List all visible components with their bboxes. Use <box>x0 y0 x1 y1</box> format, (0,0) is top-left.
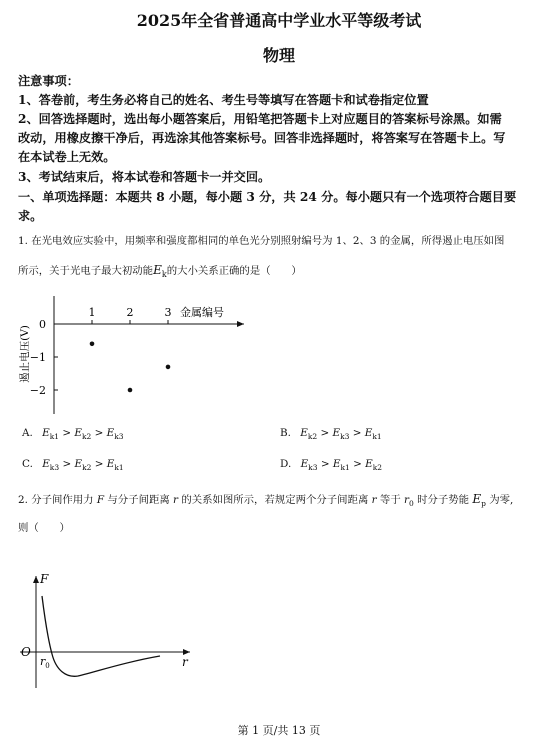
opt-c-sub1: k3 <box>49 463 60 473</box>
q2-force-curve <box>42 596 160 676</box>
notice-item-1: 1、答卷前，考生务必将自己的姓名、考生号等填写在答题卡和试卷指定位置 <box>18 93 429 107</box>
option-d-label: D. <box>280 458 292 470</box>
q1-data-point-metal-1 <box>90 342 95 347</box>
q1-stem-line-1: 1. 在光电效应实验中，用频率和强度都相同的单色光分别照射编号为 1、2、3 的金属，所得遏止电压如图 <box>18 235 505 247</box>
exam-title: 2025年全省普通高中学业水平等级考试 <box>136 11 422 30</box>
gt-sign: > <box>94 427 104 439</box>
q1-y-tick-label: −1 <box>29 351 46 364</box>
option-c-label: C. <box>22 458 33 470</box>
q1-option-a[interactable] <box>22 427 124 441</box>
q2-text-c: 的关系如图所示，若规定两个分子间距离 <box>178 494 372 506</box>
q2-var-ep: E <box>472 492 482 506</box>
opt-c-sub2: k2 <box>82 463 92 473</box>
q2-text-e: 时分子势能 <box>413 494 473 506</box>
opt-d-term3: E <box>365 458 373 470</box>
notice-item-2-line-2: 改动，用橡皮擦干净后，再选涂其他答案标号。回答非选择题时，将答案写在答题卡上。写 <box>18 131 506 145</box>
q2-var-r2: r <box>371 494 377 506</box>
opt-b-term3: E <box>364 427 373 439</box>
q1-ek-sub: k <box>161 270 167 280</box>
q1-y-tick-label: −2 <box>29 384 46 397</box>
opt-b-term1: E <box>300 427 308 439</box>
q2-r0-label <box>40 655 50 670</box>
q1-stem-line-2 <box>18 261 538 284</box>
q2-r0-var: r <box>40 655 46 668</box>
q2-var-f: F <box>96 494 105 506</box>
gt-sign: > <box>352 427 362 439</box>
q2-text-f: 为零, <box>485 494 514 506</box>
q1-option-b[interactable] <box>280 427 382 441</box>
opt-a-term3: E <box>106 427 115 439</box>
opt-c-term1: E <box>42 458 50 470</box>
opt-a-term1: E <box>42 427 50 439</box>
q2-text-d: 等于 <box>376 494 405 506</box>
q2-stem-line-1 <box>18 490 538 513</box>
opt-b-sub3: k1 <box>372 432 382 442</box>
q1-ek-var: E <box>153 263 162 277</box>
opt-a-sub3: k3 <box>114 432 124 442</box>
q1-x-tick-label: 3 <box>164 306 172 319</box>
q1-x-tick-label: 2 <box>126 306 134 319</box>
section1-line-2: 求。 <box>18 209 43 223</box>
opt-b-sub1: k2 <box>307 432 318 442</box>
q1-y-axis-label: 遏止电压(V) <box>19 325 31 383</box>
q2-var-ep-sub: p <box>481 499 486 509</box>
opt-a-sub2: k2 <box>81 432 92 442</box>
notice-item-2-line-3: 在本试卷上无效。 <box>18 150 116 164</box>
option-a-label: A. <box>22 427 33 439</box>
q2-r0-sub: 0 <box>45 662 50 670</box>
subject-title: 物理 <box>262 46 295 65</box>
q2-var-r0-sub: 0 <box>408 499 414 509</box>
q2-origin-label: O <box>21 645 31 659</box>
option-b-label: B. <box>280 427 291 439</box>
opt-c-term3: E <box>106 458 115 470</box>
q1-x-tick-label: 1 <box>88 306 96 319</box>
gt-sign: > <box>320 458 330 470</box>
q1-option-d[interactable] <box>280 458 382 472</box>
opt-c-sub3: k1 <box>114 463 124 473</box>
opt-a-sub1: k1 <box>49 432 60 442</box>
q1-stopping-voltage-graph <box>14 292 254 417</box>
q1-y-tick-label: 0 <box>39 318 46 331</box>
opt-d-sub1: k3 <box>308 463 318 473</box>
q2-y-axis-label: F <box>40 572 49 586</box>
opt-d-term1: E <box>300 458 309 470</box>
q1-x-axis-label: 金属编号 <box>180 306 224 319</box>
q2-var-r0: r <box>404 494 409 506</box>
q1-option-c[interactable] <box>22 458 124 472</box>
opt-d-sub3: k2 <box>372 463 383 473</box>
opt-c-term2: E <box>74 458 83 470</box>
section1-line-1: 一、单项选择题：本题共 8 小题，每小题 3 分，共 24 分。每小题只有一个选项符合题目要 <box>18 190 517 204</box>
opt-a-term2: E <box>74 427 82 439</box>
gt-sign: > <box>94 458 104 470</box>
gt-sign: > <box>353 458 362 470</box>
q2-text-b: 与分子间距离 <box>104 494 174 506</box>
q1-data-point-metal-2 <box>128 388 133 393</box>
q2-x-axis-label: r <box>182 655 188 669</box>
gt-sign: > <box>62 427 72 439</box>
q1-stem-suffix: 的大小关系正确的是（ ） <box>166 265 302 277</box>
q2-force-distance-graph <box>14 568 204 693</box>
notice-item-3: 3、考试结束后，将本试卷和答题卡一并交回。 <box>18 170 271 184</box>
opt-b-sub2: k3 <box>340 432 350 442</box>
notice-heading: 注意事项： <box>18 74 79 88</box>
q1-data-point-metal-3 <box>166 365 171 370</box>
gt-sign: > <box>320 427 330 439</box>
q2-stem-line-2: 则（ ） <box>18 522 70 534</box>
opt-d-sub2: k1 <box>340 463 350 473</box>
q2-var-r: r <box>173 494 179 506</box>
opt-b-term2: E <box>332 427 341 439</box>
q2-text-a: 2. 分子间作用力 <box>18 494 97 506</box>
q1-stem-prefix: 所示，关于光电子最大初动能 <box>18 265 154 277</box>
page-footer: 第 1 页/共 13 页 <box>237 724 321 737</box>
opt-d-term2: E <box>332 458 341 470</box>
gt-sign: > <box>62 458 72 470</box>
notice-item-2-line-1: 2、回答选择题时，选出每小题答案后，用铅笔把答题卡上对应题目的答案标号涂黑。如需 <box>18 112 502 126</box>
